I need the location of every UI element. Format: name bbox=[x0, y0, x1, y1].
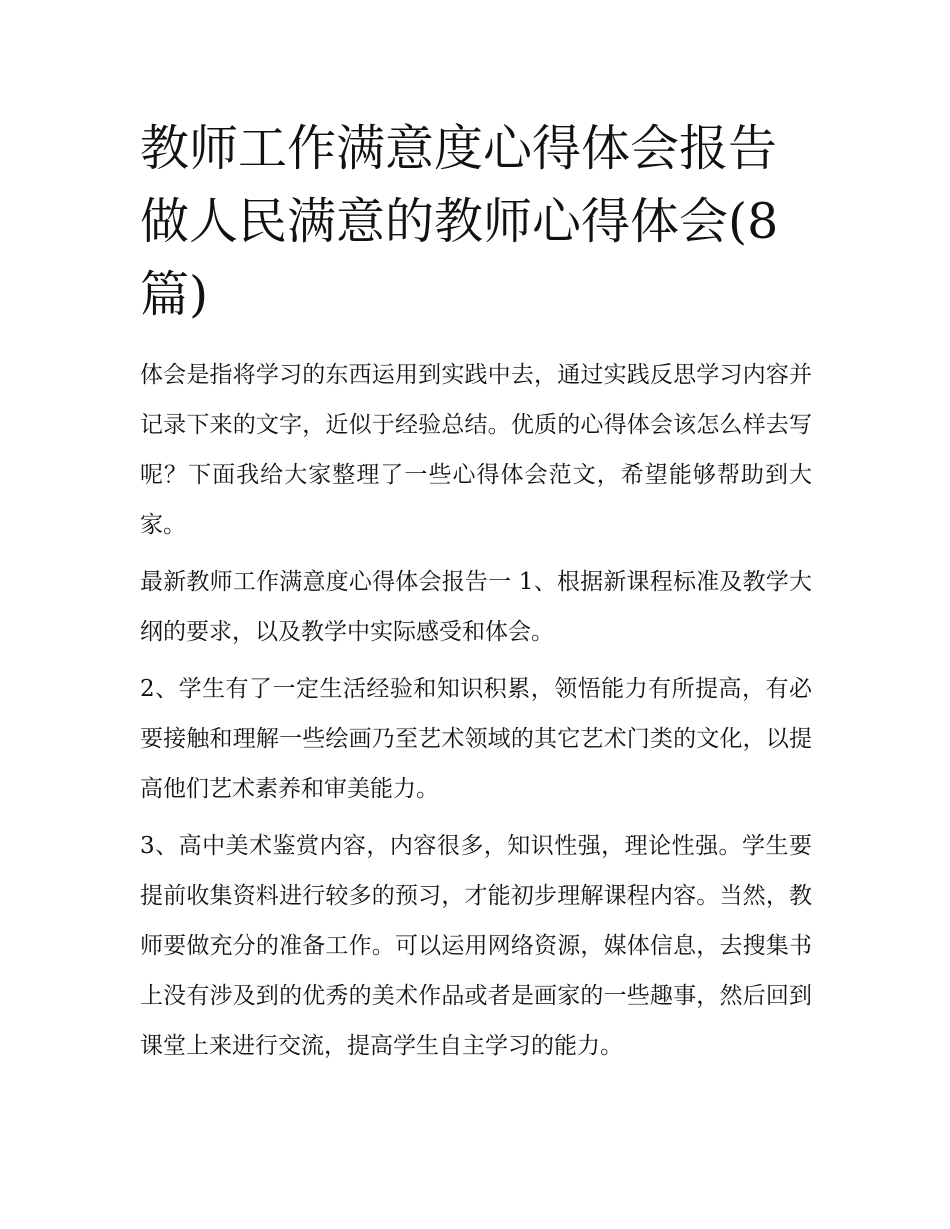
document-body bbox=[140, 350, 812, 1071]
point-three-paragraph: 3、高中美术鉴赏内容，内容很多，知识性强，理论性强。学生要提前收集资料进行较多的预习，才能初步理解课程内容。当然，教师要做充分的准备工作。可以运用网络资源，媒体信息，去搜集书上没有涉及到的优秀的美术作品或者是画家的一些趣事，然后回到课堂上来进行交流，提高学生自主学习的能力。 bbox=[140, 833, 812, 1059]
intro-paragraph: 体会是指将学习的东西运用到实践中去，通过实践反思学习内容并记录下来的文字，近似于经验总结。优质的心得体会该怎么样去写呢？下面我给大家整理了一些心得体会范文，希望能够帮助到大家。 bbox=[140, 362, 812, 538]
section-one-paragraph: 最新教师工作满意度心得体会报告一 1、根据新课程标准及教学大纲的要求，以及教学中实际感受和体会。 bbox=[140, 569, 812, 645]
document-page bbox=[140, 112, 812, 1078]
document-title: 教师工作满意度心得体会报告做人民满意的教师心得体会(8篇) bbox=[140, 120, 779, 323]
point-two-paragraph: 2、学生有了一定生活经验和知识积累，领悟能力有所提高，有必要接触和理解一些绘画乃至艺术领域的其它艺术门类的文化，以提高他们艺术素养和审美能力。 bbox=[140, 676, 812, 802]
